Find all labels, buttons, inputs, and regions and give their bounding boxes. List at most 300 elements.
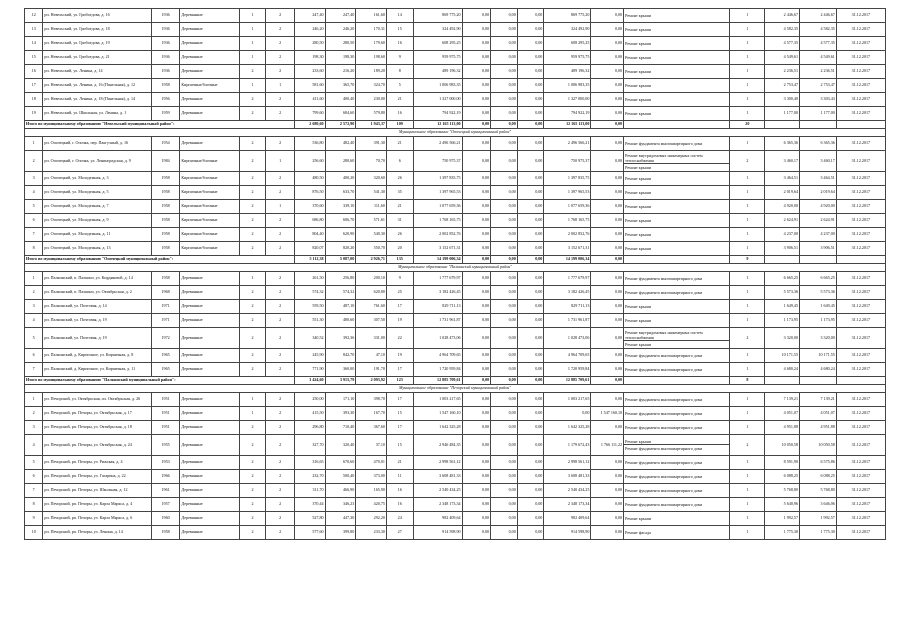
cell-total-cost: 829 711,13 — [413, 300, 462, 314]
cell-works-count: 1 — [730, 93, 765, 107]
cell-deadline: 31.12.2017 — [836, 363, 885, 377]
cell-fund-local: 0,00 — [517, 214, 544, 228]
cell-residents: 21 — [386, 200, 413, 214]
cell-fund-federal: 0,00 — [462, 172, 491, 186]
cell-fund-owners: 1 768 165,75 — [544, 214, 591, 228]
cell-build-year: 1958 — [151, 228, 180, 242]
cell-entrances: 2 — [266, 172, 295, 186]
cell-floors: 1 — [239, 23, 266, 37]
cell-residential-area: 466,90 — [325, 484, 356, 498]
cell-wall-material: Деревянные — [180, 107, 239, 121]
cell-residents: 15 — [386, 407, 413, 421]
cell-fund-region: 0,00 — [491, 272, 518, 286]
cell-row-number: 6 — [25, 470, 43, 484]
cell-floors: 2 — [239, 484, 266, 498]
cell-owned-area: 200,10 — [356, 272, 387, 286]
cell-floors: 1 — [239, 407, 266, 421]
table-row — [25, 51, 886, 65]
cell-address: рп. Палкинский, ул. Почтовая, д. 14 — [43, 300, 151, 314]
cell-total-area: 198,30 — [294, 51, 325, 65]
cell-works — [624, 286, 730, 300]
cell-fund-other: 0,00 — [591, 242, 624, 256]
cell-max-unit-cost: 3 906,51 — [799, 242, 836, 256]
cell-fund-owners: 959 975,75 — [544, 51, 591, 65]
cell-floors: 2 — [239, 186, 266, 200]
cell-build-year: 1959 — [151, 107, 180, 121]
cell-works — [624, 214, 730, 228]
cell-owned-area: 620,80 — [356, 286, 387, 300]
cell-row-number: 16 — [25, 65, 43, 79]
cell-residential-area: 393,30 — [325, 407, 356, 421]
cell-row-number: 6 — [25, 214, 43, 228]
cell-fund-owners: 2 540 434,25 — [544, 484, 591, 498]
cell-unit-cost: 4 680,24 — [765, 363, 800, 377]
subtotal-label: Итого по муниципальному образованию "Опочецкий муниципальный район": — [25, 256, 295, 264]
cell-max-unit-cost: 1 992,57 — [799, 512, 836, 526]
work-type: Ремонт крыши — [625, 83, 651, 88]
cell-fund-region: 0,00 — [491, 456, 518, 470]
cell-max-unit-cost: 6 575,86 — [799, 456, 836, 470]
cell-row-number: 3 — [25, 172, 43, 186]
cell-address: рп. Печорский, рп. Печоры, ул. Карла Маркса, д. 4 — [43, 498, 151, 512]
cell-owned-area: 167,70 — [356, 407, 387, 421]
cell-total-area: 233,60 — [294, 65, 325, 79]
cell-unit-cost: 5 573,36 — [765, 286, 800, 300]
work-type: Ремонт фундамента многоквартирного дома — [625, 367, 703, 372]
cell-fund-region: 0,00 — [491, 23, 518, 37]
cell-works — [624, 484, 730, 498]
cell-fund-other: 0,00 — [591, 23, 624, 37]
subtotal-s3: 2 093,92 — [356, 377, 387, 385]
cell-fund-owners: 1 731 961,87 — [544, 314, 591, 328]
cell-floors: 2 — [239, 242, 266, 256]
subtotal-c: 0,00 — [517, 377, 544, 385]
subtotal-p1 — [765, 377, 800, 385]
cell-total-cost: 2 496 566,21 — [413, 137, 462, 151]
cell-floors: 2 — [239, 328, 266, 349]
subtotal-residents: 135 — [386, 256, 413, 264]
cell-fund-local: 0,00 — [517, 363, 544, 377]
table-row — [25, 272, 886, 286]
cell-unit-cost: 1 775,30 — [765, 526, 800, 540]
table-row — [25, 484, 886, 498]
work-type: Ремонт крыши — [625, 97, 651, 102]
cell-floors: 1 — [239, 272, 266, 286]
subtotal-row — [25, 256, 886, 264]
cell-works-count: 1 — [730, 51, 765, 65]
cell-max-unit-cost: 4 237,00 — [799, 228, 836, 242]
cell-wall-material: Деревянные — [180, 93, 239, 107]
cell-row-number: 1 — [25, 393, 43, 407]
cell-fund-federal: 0,00 — [462, 314, 491, 328]
cell-deadline: 31.12.2017 — [836, 51, 885, 65]
cell-entrances: 2 — [266, 456, 295, 470]
cell-fund-other: 0,00 — [591, 300, 624, 314]
cell-fund-owners: 3 608 481,33 — [544, 470, 591, 484]
cell-build-year: 1958 — [151, 242, 180, 256]
table-row — [25, 456, 886, 470]
cell-max-unit-cost: 4 680,24 — [799, 363, 836, 377]
cell-total-cost: 4 964 709,65 — [413, 349, 462, 363]
table-row — [25, 200, 886, 214]
cell-deadline: 31.12.2017 — [836, 151, 885, 172]
cell-total-cost: 1 006 983,35 — [413, 79, 462, 93]
cell-residential-area: 320,40 — [325, 435, 356, 456]
cell-residential-area: 487,10 — [325, 300, 356, 314]
cell-fund-federal: 0,00 — [462, 200, 491, 214]
subtotal-s3: 2 926,71 — [356, 256, 387, 264]
cell-build-year: 1936 — [151, 51, 180, 65]
cell-max-unit-cost: 4 951,88 — [799, 421, 836, 435]
work-type: Ремонт фундамента многоквартирного дома — [625, 488, 703, 493]
subtotal-b: 0,00 — [491, 377, 518, 385]
cell-fund-region: 0,00 — [491, 300, 518, 314]
work-type: Ремонт внутридомовых инженерных систем теплоснабжения — [625, 329, 703, 340]
cell-residential-area: 198,30 — [325, 51, 356, 65]
cell-fund-region: 0,00 — [491, 498, 518, 512]
cell-build-year: 1971 — [151, 300, 180, 314]
cell-floors: 2 — [239, 526, 266, 540]
cell-total-area: 246,20 — [294, 23, 325, 37]
cell-wall-material: Деревянные — [180, 286, 239, 300]
cell-fund-local: 0,00 — [517, 9, 544, 23]
cell-fund-region: 0,00 — [491, 286, 518, 300]
cell-entrances: 2 — [266, 137, 295, 151]
cell-build-year: 1958 — [151, 172, 180, 186]
subtotal-s1: 5 112,38 — [294, 256, 325, 264]
cell-row-number: 5 — [25, 328, 43, 349]
cell-fund-local: 0,00 — [517, 93, 544, 107]
cell-wall-material: Кирпичные/блочные — [180, 172, 239, 186]
cell-entrances: 1 — [266, 151, 295, 172]
subtotal-e: 0,00 — [591, 121, 624, 129]
cell-row-number: 17 — [25, 79, 43, 93]
cell-total-area: 232,70 — [294, 470, 325, 484]
table-row — [25, 228, 886, 242]
table-row — [25, 349, 886, 363]
cell-row-number: 7 — [25, 484, 43, 498]
cell-owned-area: 198,60 — [356, 51, 387, 65]
cell-works — [624, 498, 730, 512]
cell-build-year: 1971 — [151, 314, 180, 328]
cell-fund-owners: 1 006 983,35 — [544, 79, 591, 93]
cell-residents: 14 — [386, 9, 413, 23]
cell-fund-region: 0,00 — [491, 526, 518, 540]
cell-works — [624, 512, 730, 526]
cell-fund-region: 0,00 — [491, 200, 518, 214]
cell-residential-area: 216,20 — [325, 65, 356, 79]
cell-residents: 25 — [386, 286, 413, 300]
cell-entrances: 2 — [266, 51, 295, 65]
cell-deadline: 31.12.2017 — [836, 65, 885, 79]
table-row — [25, 498, 886, 512]
cell-build-year: 1972 — [151, 328, 180, 349]
cell-fund-owners: 1 028 473,06 — [544, 328, 591, 349]
cell-fund-owners: 829 711,13 — [544, 300, 591, 314]
cell-works-count: 1 — [730, 37, 765, 51]
work-type: Ремонт фундамента многоквартирного дома — [624, 444, 729, 451]
cell-row-number: 12 — [25, 9, 43, 23]
cell-residents: 8 — [386, 65, 413, 79]
cell-residents: 17 — [386, 363, 413, 377]
cell-wall-material: Деревянные — [180, 470, 239, 484]
cell-max-unit-cost: 10 050,58 — [799, 435, 836, 456]
cell-deadline: 31.12.2017 — [836, 228, 885, 242]
work-type: Ремонт крыши — [625, 232, 651, 237]
table-row — [25, 421, 886, 435]
cell-build-year: 1955 — [151, 435, 180, 456]
cell-owned-area: 161,60 — [356, 9, 387, 23]
cell-fund-local: 0,00 — [517, 421, 544, 435]
cell-fund-owners: 489 196,32 — [544, 65, 591, 79]
cell-unit-cost: 6 365,36 — [765, 137, 800, 151]
cell-fund-region: 0,00 — [491, 470, 518, 484]
cell-residential-area: 256,80 — [325, 272, 356, 286]
cell-fund-local: 0,00 — [517, 200, 544, 214]
cell-entrances: 2 — [266, 9, 295, 23]
cell-entrances: 2 — [266, 328, 295, 349]
cell-works — [624, 314, 730, 328]
cell-residential-area: 480,60 — [325, 314, 356, 328]
cell-address: рп. Печорский, рп. Печоры, ул. Школьная, д. 12 — [43, 484, 151, 498]
cell-fund-owners: 1 397 965,53 — [544, 186, 591, 200]
subtotal-p2 — [799, 256, 836, 264]
cell-row-number: 3 — [25, 421, 43, 435]
cell-deadline: 31.12.2017 — [836, 484, 885, 498]
cell-max-unit-cost: 10 171,55 — [799, 349, 836, 363]
cell-fund-local: 0,00 — [517, 186, 544, 200]
cell-works — [624, 9, 730, 23]
cell-deadline: 31.12.2017 — [836, 286, 885, 300]
cell-fund-local: 0,00 — [517, 470, 544, 484]
cell-unit-cost: 5 768,80 — [765, 484, 800, 498]
cell-residential-area: 339,10 — [325, 200, 356, 214]
cell-fund-federal: 0,00 — [462, 242, 491, 256]
cell-residents: 11 — [386, 470, 413, 484]
cell-fund-region: 0,00 — [491, 186, 518, 200]
cell-row-number: 10 — [25, 526, 43, 540]
cell-entrances: 2 — [266, 272, 295, 286]
cell-fund-local: 0,00 — [517, 484, 544, 498]
subtotal-e: 0,00 — [591, 377, 624, 385]
cell-address: рп. Палкинский, п. Палкино, ул. Октябрьская, д. 2 — [43, 286, 151, 300]
subtotal-c: 0,00 — [517, 256, 544, 264]
cell-fund-federal: 0,00 — [462, 407, 491, 421]
cell-floors: 2 — [239, 314, 266, 328]
cell-floors: 2 — [239, 512, 266, 526]
cell-total-area: 247,40 — [294, 9, 325, 23]
cell-deadline: 31.12.2017 — [836, 37, 885, 51]
cell-works — [624, 349, 730, 363]
cell-residential-area: 670,60 — [325, 456, 356, 470]
cell-unit-cost: 6 665,25 — [765, 272, 800, 286]
cell-residents: 9 — [386, 51, 413, 65]
cell-address: рп. Палкинский, п. Палкино, ул. Кирдяковой, д. 14 — [43, 272, 151, 286]
cell-fund-owners: 4 964 709,65 — [544, 349, 591, 363]
table-row — [25, 526, 886, 540]
cell-floors: 1 — [239, 9, 266, 23]
cell-floors: 2 — [239, 107, 266, 121]
cell-max-unit-cost: 4 582,35 — [799, 23, 836, 37]
cell-row-number: 8 — [25, 498, 43, 512]
work-type: Ремонт фасада — [625, 530, 651, 535]
cell-wall-material: Кирпичные/блочные — [180, 214, 239, 228]
cell-fund-region: 0,00 — [491, 407, 518, 421]
cell-entrances: 2 — [266, 314, 295, 328]
cell-fund-local: 0,00 — [517, 107, 544, 121]
cell-floors: 2 — [239, 363, 266, 377]
work-type: Ремонт фундамента многоквартирного дома — [625, 141, 703, 146]
cell-fund-local: 0,00 — [517, 328, 544, 349]
cell-fund-owners: 794 922,19 — [544, 107, 591, 121]
cell-max-unit-cost: 2 019,64 — [799, 186, 836, 200]
repair-program-table — [24, 8, 886, 540]
cell-floors: 2 — [239, 65, 266, 79]
cell-owned-area: 324,70 — [356, 79, 387, 93]
cell-works-count: 1 — [730, 286, 765, 300]
cell-fund-other: 0,00 — [591, 79, 624, 93]
table-row — [25, 512, 886, 526]
cell-fund-owners: 982 409,64 — [544, 512, 591, 526]
cell-entrances: 2 — [266, 65, 295, 79]
work-type: Ремонт крыши — [624, 340, 729, 347]
cell-entrances: 2 — [266, 498, 295, 512]
cell-fund-owners: 869 775,20 — [544, 9, 591, 23]
table-row — [25, 186, 886, 200]
cell-total-cost: 3 152 671,31 — [413, 242, 462, 256]
cell-fund-region: 0,00 — [491, 107, 518, 121]
cell-works — [624, 300, 730, 314]
table-row — [25, 328, 886, 349]
cell-row-number: 4 — [25, 435, 43, 456]
cell-floors: 2 — [239, 93, 266, 107]
cell-residential-area: 820,20 — [325, 242, 356, 256]
cell-total-area: 574,32 — [294, 286, 325, 300]
cell-fund-region: 0,00 — [491, 349, 518, 363]
cell-fund-other: 0,00 — [591, 65, 624, 79]
cell-fund-federal: 0,00 — [462, 456, 491, 470]
cell-total-cost: 3 182 426,45 — [413, 286, 462, 300]
cell-works-count: 1 — [730, 228, 765, 242]
cell-total-cost: 2 002 852,76 — [413, 228, 462, 242]
cell-residents: 35 — [386, 186, 413, 200]
cell-residential-area: 574,32 — [325, 286, 356, 300]
cell-residents: 5 — [386, 79, 413, 93]
cell-fund-other: 0,00 — [591, 186, 624, 200]
cell-total-cost: 2 348 173,34 — [413, 498, 462, 512]
cell-fund-region: 0,00 — [491, 421, 518, 435]
cell-fund-other: 0,00 — [591, 286, 624, 300]
table-row — [25, 393, 886, 407]
subtotal-s1: 2 680,60 — [294, 121, 325, 129]
cell-works-count: 1 — [730, 9, 765, 23]
cell-works-count: 1 — [730, 512, 765, 526]
cell-residential-area: 346,23 — [325, 498, 356, 512]
cell-fund-owners: 2 998 561,12 — [544, 456, 591, 470]
cell-owned-area: 398,70 — [356, 393, 387, 407]
cell-fund-federal: 0,00 — [462, 328, 491, 349]
cell-deadline: 31.12.2017 — [836, 526, 885, 540]
cell-entrances: 2 — [266, 93, 295, 107]
cell-entrances: 2 — [266, 228, 295, 242]
cell-deadline: 31.12.2017 — [836, 314, 885, 328]
work-type: Ремонт внутридомовых инженерных систем теплоснабжения — [625, 152, 703, 163]
cell-owned-area: 233,30 — [356, 526, 387, 540]
cell-residential-area: 360,00 — [325, 363, 356, 377]
cell-deadline: 31.12.2017 — [836, 79, 885, 93]
cell-entrances: 2 — [266, 526, 295, 540]
table-row — [25, 242, 886, 256]
cell-works — [624, 186, 730, 200]
cell-unit-cost: 3 320,00 — [765, 328, 800, 349]
subtotal-date — [836, 256, 885, 264]
cell-total-cost: 1 768 165,75 — [413, 214, 462, 228]
cell-owned-area: 70,70 — [356, 151, 387, 172]
cell-total-cost: 324 492,90 — [413, 23, 462, 37]
work-type: Ремонт крыши — [625, 516, 651, 521]
cell-fund-other: 1 766 111,22 — [591, 435, 624, 456]
cell-max-unit-cost: 6 365,36 — [799, 137, 836, 151]
cell-total-area: 256,60 — [294, 151, 325, 172]
cell-fund-other: 0,00 — [591, 498, 624, 512]
cell-entrances: 2 — [266, 393, 295, 407]
cell-residents: 19 — [386, 349, 413, 363]
cell-row-number: 5 — [25, 200, 43, 214]
work-type: Ремонт крыши — [625, 176, 651, 181]
subtotal-a: 0,00 — [462, 256, 491, 264]
cell-fund-local: 0,00 — [517, 526, 544, 540]
cell-fund-local: 0,00 — [517, 228, 544, 242]
cell-works — [624, 107, 730, 121]
cell-deadline: 31.12.2017 — [836, 300, 885, 314]
cell-wall-material: Деревянные — [180, 498, 239, 512]
cell-residents: 22 — [386, 328, 413, 349]
cell-row-number: 1 — [25, 272, 43, 286]
cell-owned-area: 571,61 — [356, 214, 387, 228]
cell-unit-cost: 3 460,17 — [765, 151, 800, 172]
cell-fund-federal: 0,00 — [462, 526, 491, 540]
table-row — [25, 9, 886, 23]
cell-fund-other: 0,00 — [591, 200, 624, 214]
cell-total-area: 527,80 — [294, 512, 325, 526]
cell-unit-cost: 2 236,51 — [765, 65, 800, 79]
cell-entrances: 2 — [266, 242, 295, 256]
table-row — [25, 470, 886, 484]
cell-residential-area: 620,90 — [325, 228, 356, 242]
cell-total-cost: 1 642 325,28 — [413, 421, 462, 435]
cell-works — [624, 526, 730, 540]
table-row — [25, 314, 886, 328]
cell-entrances: 2 — [266, 37, 295, 51]
subtotal-works — [624, 377, 730, 385]
cell-build-year: 1961 — [151, 484, 180, 498]
cell-fund-region: 0,00 — [491, 363, 518, 377]
subtotal-c: 0,00 — [517, 121, 544, 129]
subtotal-row — [25, 121, 886, 129]
cell-deadline: 31.12.2017 — [836, 498, 885, 512]
cell-fund-local: 0,00 — [517, 172, 544, 186]
cell-build-year: 1936 — [151, 65, 180, 79]
cell-max-unit-cost: 1 177,00 — [799, 107, 836, 121]
cell-address: рп. Невельский, ул. Грибоедова, д. 18 — [43, 23, 151, 37]
cell-fund-local: 0,00 — [517, 65, 544, 79]
cell-residents: 24 — [386, 512, 413, 526]
cell-fund-local: 0,00 — [517, 242, 544, 256]
subtotal-count: 8 — [730, 377, 765, 385]
cell-wall-material: Деревянные — [180, 484, 239, 498]
cell-total-area: 411,60 — [294, 93, 325, 107]
cell-fund-region: 0,00 — [491, 328, 518, 349]
